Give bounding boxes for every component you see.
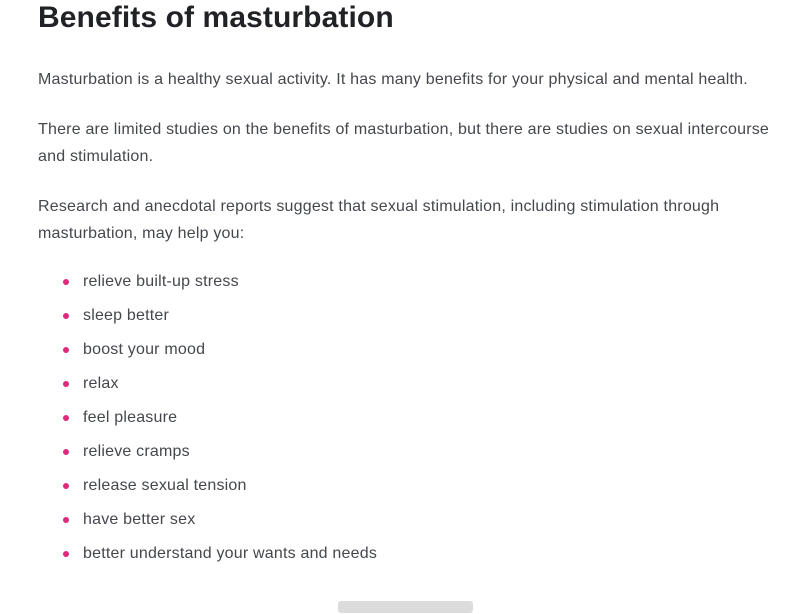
- list-item: [38, 476, 776, 496]
- list-item: [38, 510, 776, 530]
- bullet-icon: [63, 483, 69, 489]
- list-item-label: feel pleasure: [83, 409, 178, 426]
- list-item: [38, 442, 776, 462]
- embed-top-edge-bar: [338, 601, 473, 613]
- bullet-icon: [63, 449, 69, 455]
- list-item: [38, 408, 776, 428]
- bullet-icon: [63, 415, 69, 421]
- article-paragraph: Research and anecdotal reports suggest that sexual stimulation, including stimulation through masturbation, may help you:: [38, 198, 720, 242]
- list-item-label: better understand your wants and needs: [83, 545, 378, 562]
- bullet-icon: [63, 517, 69, 523]
- bullet-icon: [63, 551, 69, 557]
- article-paragraph: There are limited studies on the benefits of masturbation, but there are studies on sexual intercourse and stimulation.: [38, 121, 770, 165]
- list-item: [38, 306, 776, 326]
- list-item: [38, 272, 776, 292]
- article-title: Benefits of masturbation: [38, 1, 394, 34]
- bullet-icon: [63, 381, 69, 387]
- list-item-label: boost your mood: [83, 341, 206, 358]
- list-item-label: sleep better: [83, 307, 170, 324]
- list-item: [38, 340, 776, 360]
- article-content: [38, 0, 776, 578]
- list-item-label: have better sex: [83, 511, 196, 528]
- article-paragraph: Masturbation is a healthy sexual activity. It has many benefits for your physical and mental health.: [38, 71, 748, 88]
- list-item: [38, 544, 776, 564]
- list-item: [38, 374, 776, 394]
- list-item-label: release sexual tension: [83, 477, 247, 494]
- list-item-label: relieve built-up stress: [83, 273, 239, 290]
- bullet-icon: [63, 313, 69, 319]
- bullet-icon: [63, 279, 69, 285]
- list-item-label: relax: [83, 375, 119, 392]
- benefits-list: [38, 272, 776, 564]
- bullet-icon: [63, 347, 69, 353]
- list-item-label: relieve cramps: [83, 443, 190, 460]
